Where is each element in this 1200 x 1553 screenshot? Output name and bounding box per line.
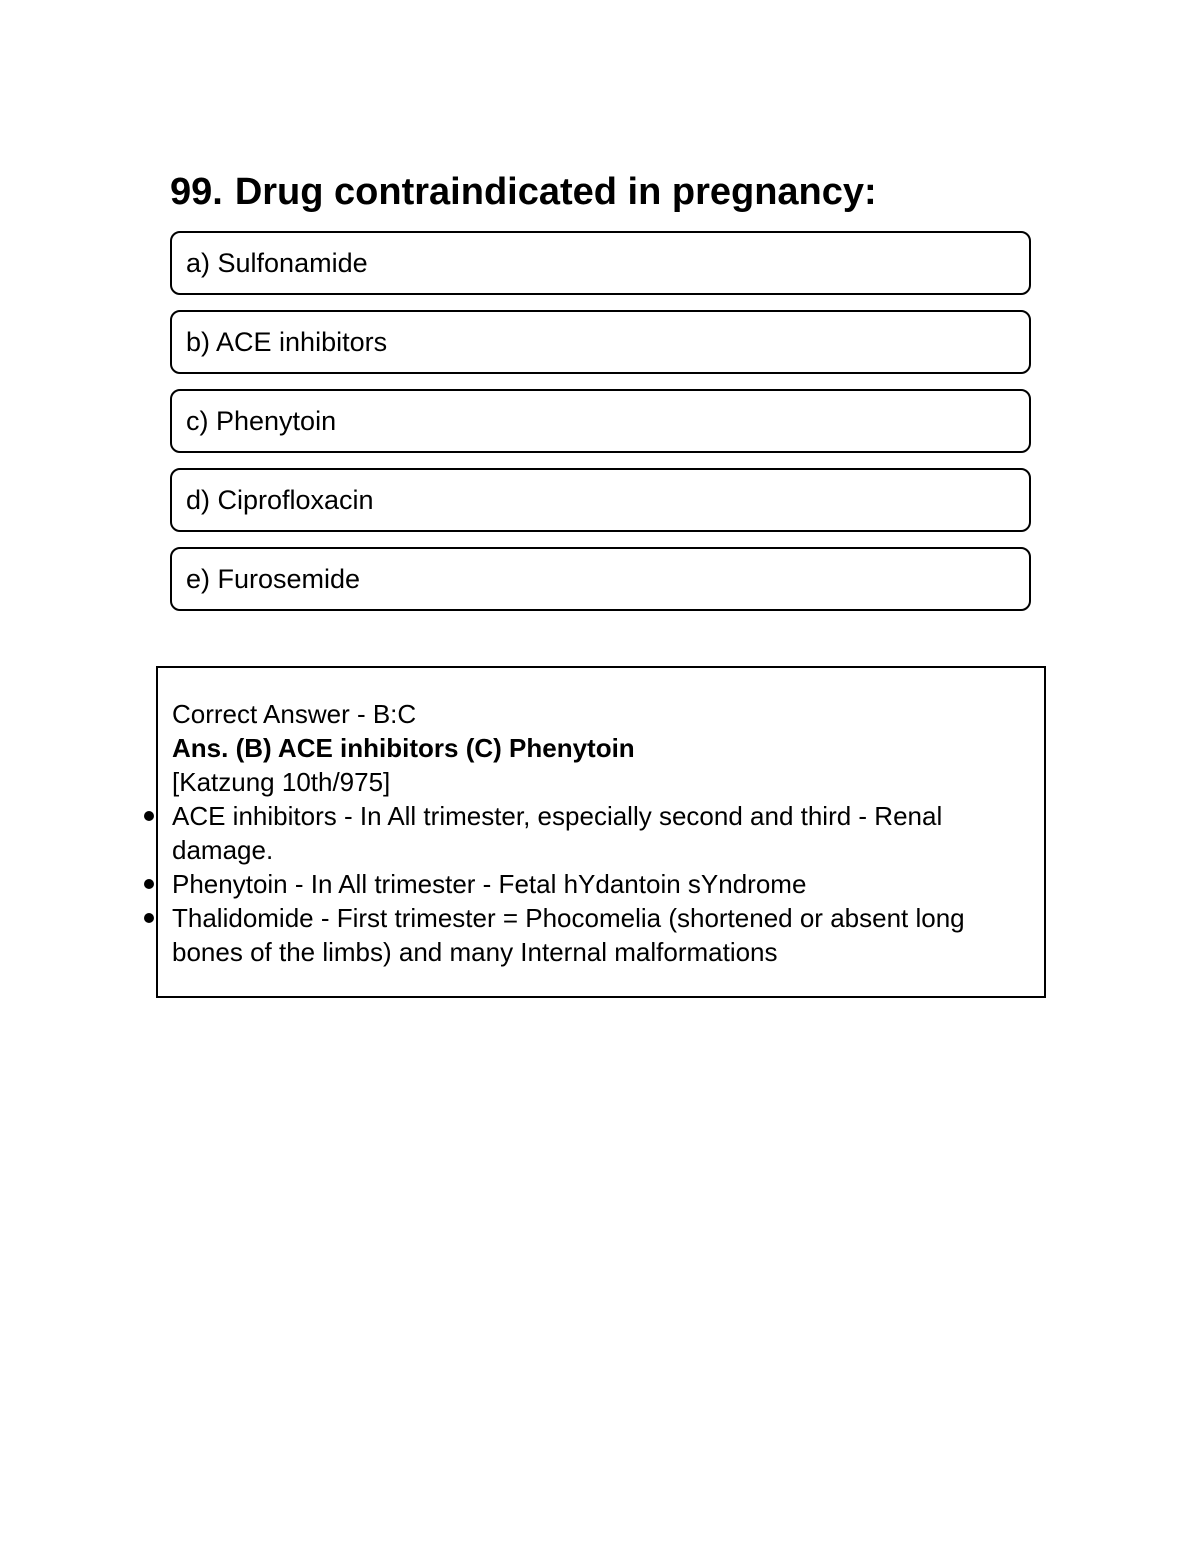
answer-bullet-phenytoin: Phenytoin - In All trimester - Fetal hYdantoin sYndrome <box>172 867 1022 901</box>
answer-content <box>172 697 1022 969</box>
correct-answer-line: Correct Answer - B:C <box>172 699 417 729</box>
option-a[interactable]: a) Sulfonamide <box>170 231 1031 295</box>
answer-bullet-thalidomide: Thalidomide - First trimester = Phocomelia (shortened or absent long bones of the limbs) and many Internal malformations <box>172 901 1022 969</box>
answer-bullet-ace: ACE inhibitors - In All trimester, especially second and third - Renal damage. <box>172 799 1022 867</box>
answer-title: Ans. (B) ACE inhibitors (C) Phenytoin <box>172 733 635 763</box>
option-b[interactable]: b) ACE inhibitors <box>170 310 1031 374</box>
option-d[interactable]: d) Ciprofloxacin <box>170 468 1031 532</box>
answer-bullet-list <box>172 799 1022 969</box>
question-number: 99. <box>170 171 223 213</box>
answer-explanation-box <box>156 666 1046 998</box>
question-heading <box>170 168 877 216</box>
question-text: Drug contraindicated in pregnancy: <box>234 171 877 213</box>
answer-reference: [Katzung 10th/975] <box>172 767 391 797</box>
option-e[interactable]: e) Furosemide <box>170 547 1031 611</box>
option-c[interactable]: c) Phenytoin <box>170 389 1031 453</box>
